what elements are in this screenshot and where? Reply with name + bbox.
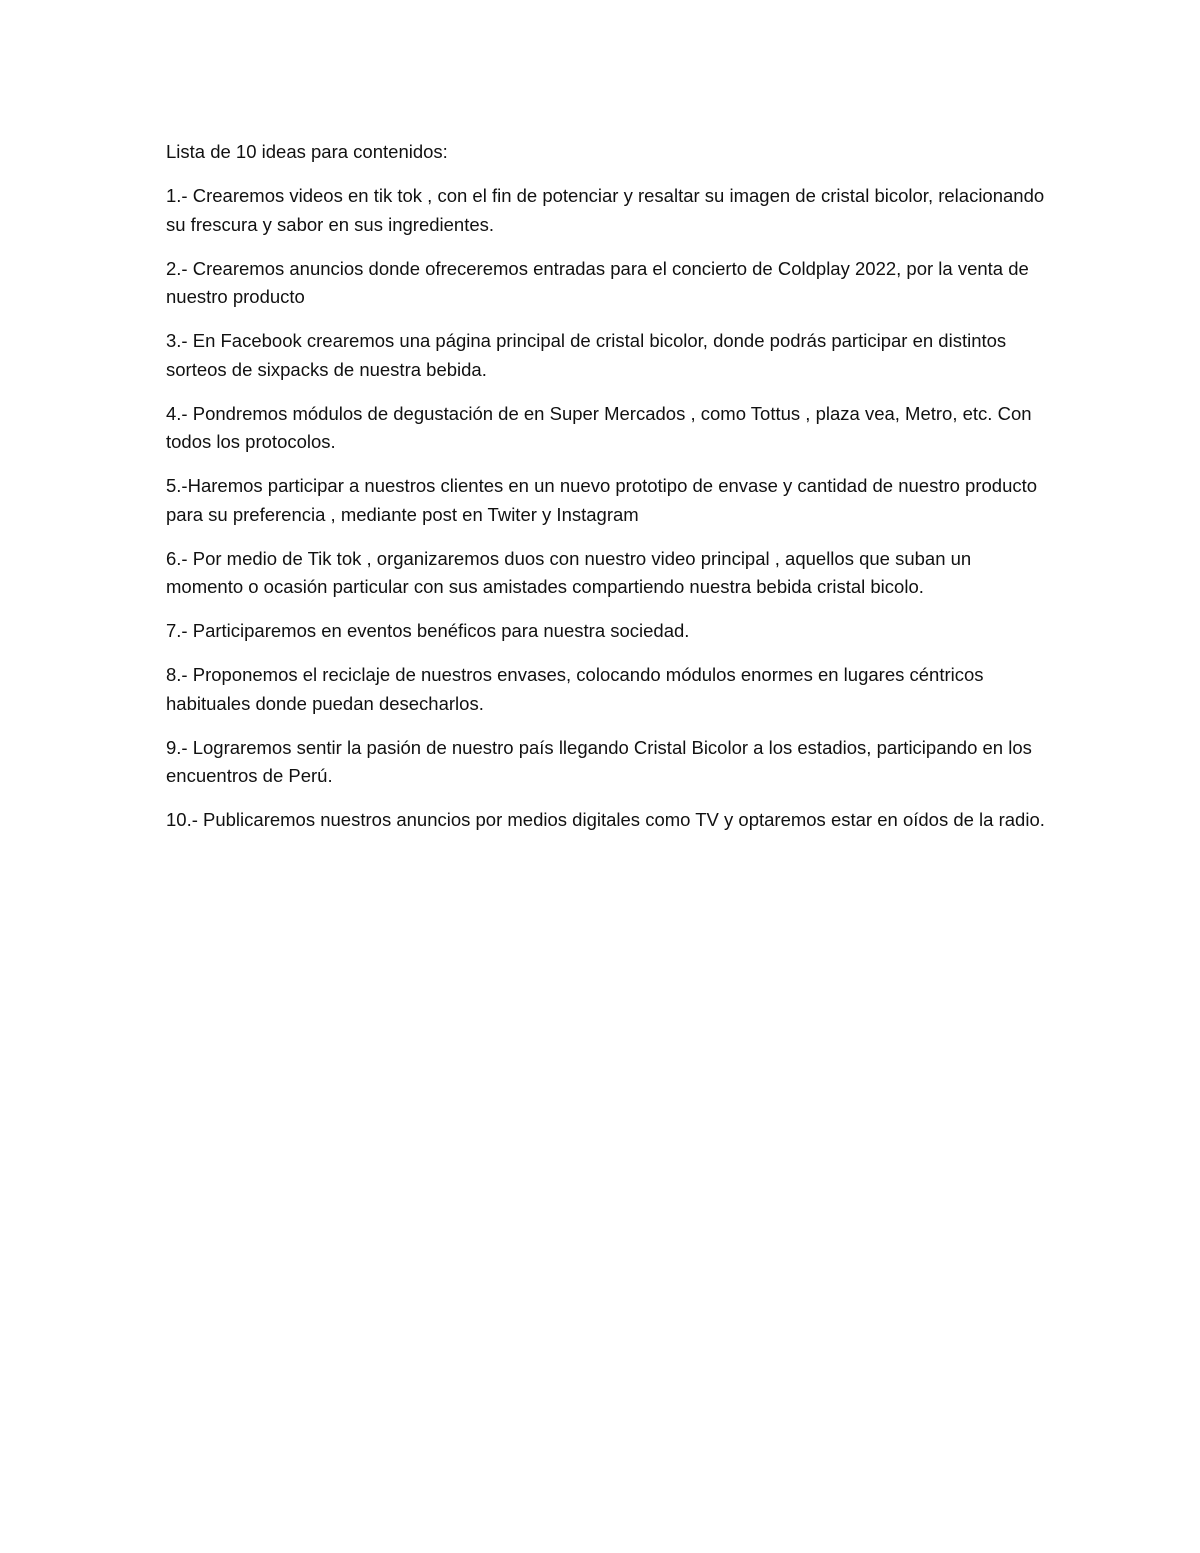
list-item-8: 8.- Proponemos el reciclaje de nuestros envases, colocando módulos enormes en lugares céntricos habituales donde puedan desecharlos. <box>166 664 984 714</box>
list-item-6: 6.- Por medio de Tik tok , organizaremos duos con nuestro video principal , aquellos que suban un momento o ocasión particular con sus amistades compartiendo nuestra bebida cristal bicolo. <box>166 547 972 597</box>
list-item-3: 3.- En Facebook crearemos una página principal de cristal bicolor, donde podrás participar en distintos sorteos de sixpacks de nuestra bebida. <box>166 330 1007 380</box>
list-item-5: 5.-Haremos participar a nuestros clientes en un nuevo prototipo de envase y cantidad de nuestro producto para su preferencia , mediante post en Twiter y Instagram <box>166 475 1038 525</box>
document-body <box>166 138 1046 850</box>
list-item-9: 9.- Lograremos sentir la pasión de nuestro país llegando Cristal Bicolor a los estadios, participando en los encuentros de Perú. <box>166 736 1032 786</box>
list-item-1: 1.- Crearemos videos en tik tok , con el fin de potenciar y resaltar su imagen de cristal bicolor, relacionando su frescura y sabor en sus ingredientes. <box>166 185 1045 235</box>
list-item-7: 7.- Participaremos en eventos benéficos para nuestra sociedad. <box>166 620 690 641</box>
list-item-10: 10.- Publicaremos nuestros anuncios por medios digitales como TV y optaremos estar en oídos de la radio. <box>166 809 1045 830</box>
list-heading: Lista de 10 ideas para contenidos: <box>166 141 448 162</box>
list-item-2: 2.- Crearemos anuncios donde ofreceremos entradas para el concierto de Coldplay 2022, por la venta de nuestro producto <box>166 257 1029 307</box>
list-item-4: 4.- Pondremos módulos de degustación de en Super Mercados , como Tottus , plaza vea, Metro, etc. Con todos los protocolos. <box>166 402 1032 452</box>
